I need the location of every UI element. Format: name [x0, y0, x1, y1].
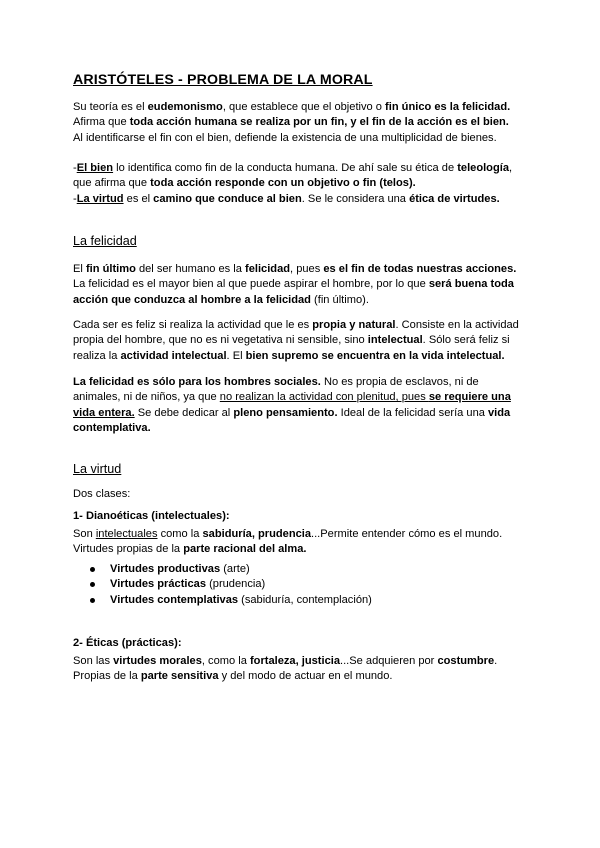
text-run: vida [488, 406, 511, 419]
text-run: es el fin de todas nuestras acciones. [323, 263, 517, 275]
text-line [73, 421, 533, 436]
text-line [73, 161, 533, 176]
text-line [73, 192, 533, 207]
list-item [73, 562, 533, 577]
text-run: será buena toda [428, 278, 514, 291]
text-line [73, 375, 533, 390]
eticas-paragraph [73, 654, 533, 685]
text-run: Al identificarse el fin con el bien, defiende la existencia de una multiplicidad de bienes. [73, 131, 497, 144]
text-run: La felicidad es sólo para los hombres sociales. [73, 376, 321, 388]
text-run: pleno pensamiento. [233, 406, 338, 419]
text-run: toda acción humana se realiza por un fin, y el fin de la acción es el bien. [129, 116, 509, 129]
text-run: La felicidad es el mayor bien al que puede aspirar el hombre, por lo que [73, 278, 429, 291]
dos-clases-text: Dos clases: [73, 488, 131, 500]
text-run: Virtudes productivas [110, 563, 221, 575]
felicidad-paragraph-2 [73, 318, 533, 364]
page-title: ARISTÓTELES - PROBLEMA DE LA MORAL [73, 72, 373, 88]
text-run: ética de virtudes. [409, 192, 500, 205]
intro-paragraph [73, 100, 533, 146]
text-run: parte racional del alma. [183, 543, 307, 556]
text-run: costumbre [437, 655, 495, 667]
text-line [73, 542, 533, 557]
bien-virtud-paragraph [73, 161, 533, 207]
text-line [73, 100, 533, 115]
text-run: del ser humano es la [135, 263, 246, 275]
text-run: - [73, 192, 77, 205]
text-run: propia y natural [312, 319, 396, 331]
bullet-icon [90, 598, 95, 603]
text-line [73, 406, 533, 421]
list-item-text [110, 577, 265, 592]
text-run: Se debe dedicar al [134, 406, 234, 419]
text-line [73, 115, 533, 130]
text-run: Cada ser es feliz si realiza la actividad que le es [73, 319, 313, 331]
text-run: El [73, 263, 86, 275]
text-run: vida entera. [73, 406, 135, 419]
text-run: La virtud [76, 192, 124, 205]
text-run: es el [123, 192, 154, 205]
text-run: Virtudes prácticas [110, 578, 206, 591]
text-run: toda acción responde con un objetivo o fin (telos). [150, 177, 416, 190]
text-run: Su teoría es el [73, 101, 148, 113]
text-run: . Consiste en la actividad [395, 319, 519, 331]
felicidad-paragraph-1 [73, 262, 533, 308]
text-run: propia del hombre, que no es ni vegetativa ni sensible, sino [73, 334, 368, 347]
text-run: que afirma que [73, 177, 151, 190]
eticas-heading: 2- Éticas (prácticas): [73, 637, 182, 649]
virtues-bullet-list [73, 562, 533, 608]
text-line [73, 390, 533, 405]
text-run: animales, ni de niños, ya que [73, 391, 220, 404]
text-run: . [494, 655, 498, 667]
felicidad-heading: La felicidad [73, 234, 137, 248]
text-run: (fin último). [310, 293, 369, 306]
text-run: Ideal de la felicidad sería una [337, 406, 489, 419]
text-run: fortaleza, justicia [249, 655, 340, 667]
text-run: fin último [85, 263, 136, 275]
text-run: . Sólo será feliz si [422, 334, 510, 347]
text-run: parte sensitiva [140, 670, 219, 683]
text-run: intelectual [367, 334, 423, 347]
text-run: . El [226, 349, 246, 362]
text-run: sabiduría, prudencia [202, 528, 312, 540]
list-item [73, 593, 533, 608]
text-run: ...Se adquieren por [340, 655, 438, 667]
text-run: camino que conduce al bien [153, 192, 302, 205]
text-run: intelectuales [95, 528, 158, 540]
text-run: Son las [73, 655, 114, 667]
bullet-icon [90, 567, 95, 572]
text-run: (prudencia) [206, 578, 266, 591]
text-run: Virtudes propias de la [73, 543, 184, 556]
text-run: - [73, 162, 77, 174]
virtud-heading: La virtud [73, 462, 122, 476]
text-run: fin único es la felicidad. [385, 101, 511, 113]
text-run: bien supremo se encuentra en la vida intelectual. [245, 349, 505, 362]
list-item-text [110, 562, 250, 577]
text-run: (sabiduría, contemplación) [238, 593, 372, 606]
text-run: teleología [457, 162, 509, 174]
text-run: No es propia de esclavos, ni de [320, 376, 479, 388]
text-run: virtudes morales [113, 655, 202, 667]
text-line [73, 131, 533, 146]
text-run: (arte) [220, 563, 250, 575]
text-line [73, 669, 533, 684]
text-run: no realizan la actividad con plenitud, pues [219, 391, 429, 404]
text-run: como la [157, 528, 203, 540]
text-line [73, 293, 533, 308]
text-line [73, 333, 533, 348]
text-line [73, 527, 533, 542]
text-line [73, 349, 533, 364]
dianoeticas-heading: 1- Dianoéticas (intelectuales): [73, 510, 230, 522]
text-run: contemplativa. [73, 422, 151, 435]
text-run: realiza la [73, 349, 121, 362]
text-run: Propias de la [73, 670, 141, 683]
text-line [73, 318, 533, 333]
text-run: , que establece que el objetivo o [222, 101, 386, 113]
text-run: Virtudes contemplativas [110, 593, 239, 606]
text-line [73, 277, 533, 292]
list-item [73, 577, 533, 592]
text-run: , como la [201, 655, 250, 667]
text-run: . Se le considera una [301, 192, 410, 205]
text-run: , pues [290, 263, 324, 275]
text-run: , [508, 162, 513, 174]
text-run: El bien [76, 162, 114, 174]
text-run: se requiere una [428, 391, 511, 404]
text-run: acción que conduzca al hombre a la felicidad [73, 293, 311, 306]
list-item-text [110, 593, 372, 608]
dianoeticas-paragraph [73, 527, 533, 558]
text-line [73, 262, 533, 277]
text-run: eudemonismo [147, 101, 223, 113]
bullet-icon [90, 582, 95, 587]
text-run: Afirma que [73, 116, 130, 129]
text-run: actividad intelectual [120, 349, 227, 362]
felicidad-paragraph-3 [73, 375, 533, 437]
text-run: felicidad [245, 263, 291, 275]
text-line [73, 176, 533, 191]
text-run: ...Permite entender cómo es el mundo. [311, 528, 503, 540]
text-run: lo identifica como fin de la conducta humana. De ahí sale su ética de [113, 162, 458, 174]
text-run: y del modo de actuar en el mundo. [218, 670, 393, 683]
text-line [73, 654, 533, 669]
text-run: Son [73, 528, 96, 540]
